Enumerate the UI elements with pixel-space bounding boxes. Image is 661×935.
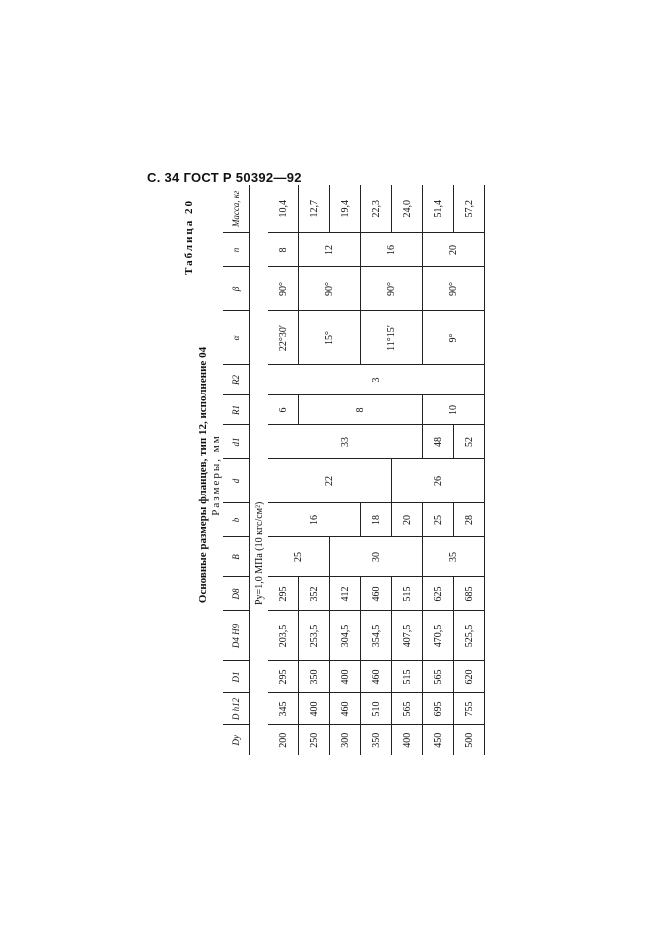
col-header: R1 [223,395,250,425]
pressure-row [250,185,269,755]
cell: 695 [423,693,454,725]
cell: 412 [330,577,361,611]
cell: 450 [423,725,454,755]
cell: 90° [361,267,423,311]
flange-dimensions-table [223,185,485,755]
col-header: d1 [223,425,250,459]
pressure-label: Py=1,0 МПа (10 кгс/см²) [253,501,265,605]
cell: 352 [299,577,330,611]
cell: 400 [330,661,361,693]
cell: 25 [423,503,454,537]
cell: 407,5 [392,611,423,661]
cell: 90° [268,267,299,311]
cell: 10,4 [268,185,299,233]
col-header: D8 [223,577,250,611]
cell: 354,5 [361,611,392,661]
page-header: С. 34 ГОСТ Р 50392—92 [147,170,302,185]
cell: 515 [392,577,423,611]
cell: 515 [392,661,423,693]
col-header: β [223,267,250,311]
table-title: Основные размеры фланцев, тип 12, исполнение 04 [197,346,209,604]
cell: 22 [268,459,392,503]
cell: 203,5 [268,611,299,661]
cell: 22°30′ [268,311,299,365]
cell: 52 [454,425,485,459]
cell: 51,4 [423,185,454,233]
cell: 10 [423,395,485,425]
table-row [268,185,299,755]
col-header: α [223,311,250,365]
cell: 33 [268,425,423,459]
cell: 685 [454,577,485,611]
cell: 9° [423,311,485,365]
cell: 16 [361,233,423,267]
col-header: D4 H9 [223,611,250,661]
cell: 460 [361,661,392,693]
cell: 304,5 [330,611,361,661]
cell: 565 [392,693,423,725]
cell: 12 [299,233,361,267]
col-header: R2 [223,365,250,395]
col-header: b [223,503,250,537]
cell: 8 [299,395,423,425]
cell: 350 [299,661,330,693]
cell: 28 [454,503,485,537]
col-header: B [223,537,250,577]
cell: 470,5 [423,611,454,661]
cell: 755 [454,693,485,725]
col-header: Dy [223,725,250,755]
cell: 565 [423,661,454,693]
cell: 22,3 [361,185,392,233]
cell: 30 [330,537,423,577]
col-header: Масса, кг [223,185,250,233]
table-label: Таблица 20 [183,199,195,275]
col-header: d [223,459,250,503]
cell: 12,7 [299,185,330,233]
cell: 11°15′ [361,311,423,365]
cell: 15° [299,311,361,365]
cell: 16 [268,503,361,537]
cell: 625 [423,577,454,611]
cell: 24,0 [392,185,423,233]
cell: 295 [268,661,299,693]
col-header: D h12 [223,693,250,725]
cell: 460 [361,577,392,611]
cell: 35 [423,537,485,577]
table-header-row [223,185,250,755]
cell: 8 [268,233,299,267]
cell: 90° [299,267,361,311]
table-subtitle: Размеры, мм [210,434,222,516]
cell: 525,5 [454,611,485,661]
cell: 57,2 [454,185,485,233]
cell: 25 [268,537,330,577]
cell: 400 [299,693,330,725]
col-header: D1 [223,661,250,693]
cell: 510 [361,693,392,725]
cell: 48 [423,425,454,459]
cell: 253,5 [299,611,330,661]
cell: 500 [454,725,485,755]
cell: 3 [268,365,485,395]
cell: 18 [361,503,392,537]
rotated-table-block [183,190,475,755]
cell: 300 [330,725,361,755]
cell: 620 [454,661,485,693]
cell: 200 [268,725,299,755]
cell: 20 [423,233,485,267]
cell: 460 [330,693,361,725]
cell: 250 [299,725,330,755]
cell: 400 [392,725,423,755]
cell: 295 [268,577,299,611]
cell: 26 [392,459,485,503]
col-header: n [223,233,250,267]
cell: 19,4 [330,185,361,233]
cell: 6 [268,395,299,425]
cell: 90° [423,267,485,311]
cell: 350 [361,725,392,755]
cell: 20 [392,503,423,537]
cell: 345 [268,693,299,725]
